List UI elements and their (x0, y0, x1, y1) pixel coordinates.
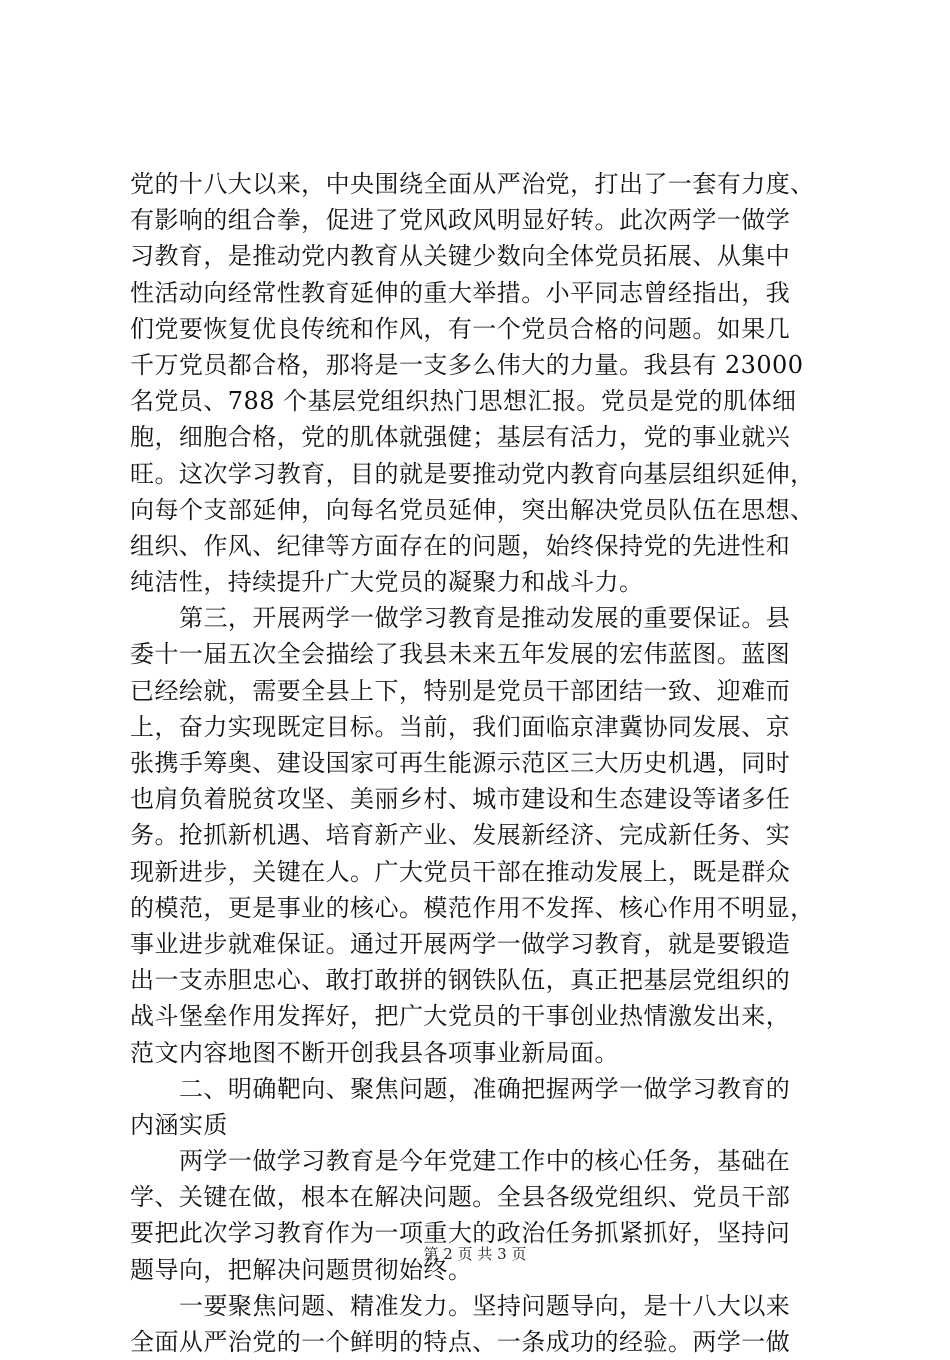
text-line: 们党要恢复优良传统和作风，有一个党员合格的问题。如果几 (130, 314, 791, 343)
text-line: 千万党员都合格，那将是一支多么伟大的力量。我县有 23000 (130, 350, 804, 379)
text-line: 向每个支部延伸，向每名党员延伸，突出解决党员队伍在思想、 (130, 495, 815, 524)
text-line: 委十一届五次全会描绘了我县未来五年发展的宏伟蓝图。蓝图 (130, 640, 791, 669)
text-line: 已经绘就，需要全县上下，特别是党员干部团结一致、迎难而 (130, 676, 791, 705)
text-line: 也肩负着脱贫攻坚、美丽乡村、城市建设和生态建设等诸多任 (130, 785, 791, 814)
page-footer (0, 1244, 950, 1264)
text-line: 张携手筹奥、建设国家可再生能源示范区三大历史机遇，同时 (130, 749, 791, 777)
text-line: 习教育，是推动党内教育从关键少数向全体党员拓展、从集中 (130, 242, 791, 271)
text-line: 务。抢抓新机遇、培育新产业、发展新经济、完成新任务、实 (130, 821, 791, 850)
text-line: 性活动向经常性教育延伸的重大举措。小平同志曾经指出，我 (130, 278, 791, 307)
text-line: 名党员、788 个基层党组织热门思想汇报。党员是党的肌体细 (130, 387, 797, 416)
text-line: 上，奋力实现既定目标。当前，我们面临京津冀协同发展、京 (130, 712, 791, 741)
text-line: 的模范，更是事业的核心。模范作用不发挥、核心作用不明显， (130, 893, 815, 922)
text-line: 事业进步就难保证。通过开展两学一做学习教育，就是要锻造 (130, 929, 791, 958)
text-line: 旺。这次学习教育，目的就是要推动党内教育向基层组织延伸， (130, 459, 815, 488)
text-line: 题导向，把解决问题贯彻始终。 (130, 1255, 473, 1284)
text-line: 党的十八大以来，中央围绕全面从严治党，打出了一套有力度、 (130, 170, 815, 198)
section-heading-continued: 内涵实质 (130, 1110, 228, 1139)
text-line: 胞，细胞合格，党的肌体就强健；基层有活力，党的事业就兴 (130, 423, 791, 452)
text-line: 战斗堡垒作用发挥好，把广大党员的干事创业热情激发出来， (130, 1002, 791, 1031)
text-line: 学、关键在做，根本在解决问题。全县各级党组织、党员干部 (130, 1183, 791, 1212)
paragraph-start-line: 一要聚焦问题、精准发力。坚持问题导向，是十八大以来 (179, 1291, 791, 1320)
text-line: 纯洁性，持续提升广大党员的凝聚力和战斗力。 (130, 568, 644, 597)
text-line: 出一支赤胆忠心、敢打敢拼的钢铁队伍，真正把基层党组织的 (130, 966, 791, 995)
paragraph-start-line: 第三，开展两学一做学习教育是推动发展的重要保证。县 (179, 604, 791, 633)
text-line: 要把此次学习教育作为一项重大的政治任务抓紧抓好，坚持问 (130, 1219, 791, 1248)
text-line: 范文内容地图不断开创我县各项事业新局面。 (130, 1038, 619, 1067)
text-line: 全面从严治党的一个鲜明的特点、一条成功的经验。两学一做 (130, 1328, 791, 1356)
page-number-label: 第 2 页 共 3 页 (423, 1245, 527, 1263)
section-heading: 二、明确靶向、聚焦问题，准确把握两学一做学习教育的 (179, 1074, 791, 1103)
document-body (130, 166, 835, 1360)
text-line: 现新进步，关键在人。广大党员干部在推动发展上，既是群众 (130, 857, 791, 886)
text-line: 有影响的组合拳，促进了党风政风明显好转。此次两学一做学 (130, 206, 791, 235)
text-line: 组织、作风、纪律等方面存在的问题，始终保持党的先进性和 (130, 531, 791, 560)
paragraph-start-line: 两学一做学习教育是今年党建工作中的核心任务，基础在 (179, 1147, 791, 1176)
